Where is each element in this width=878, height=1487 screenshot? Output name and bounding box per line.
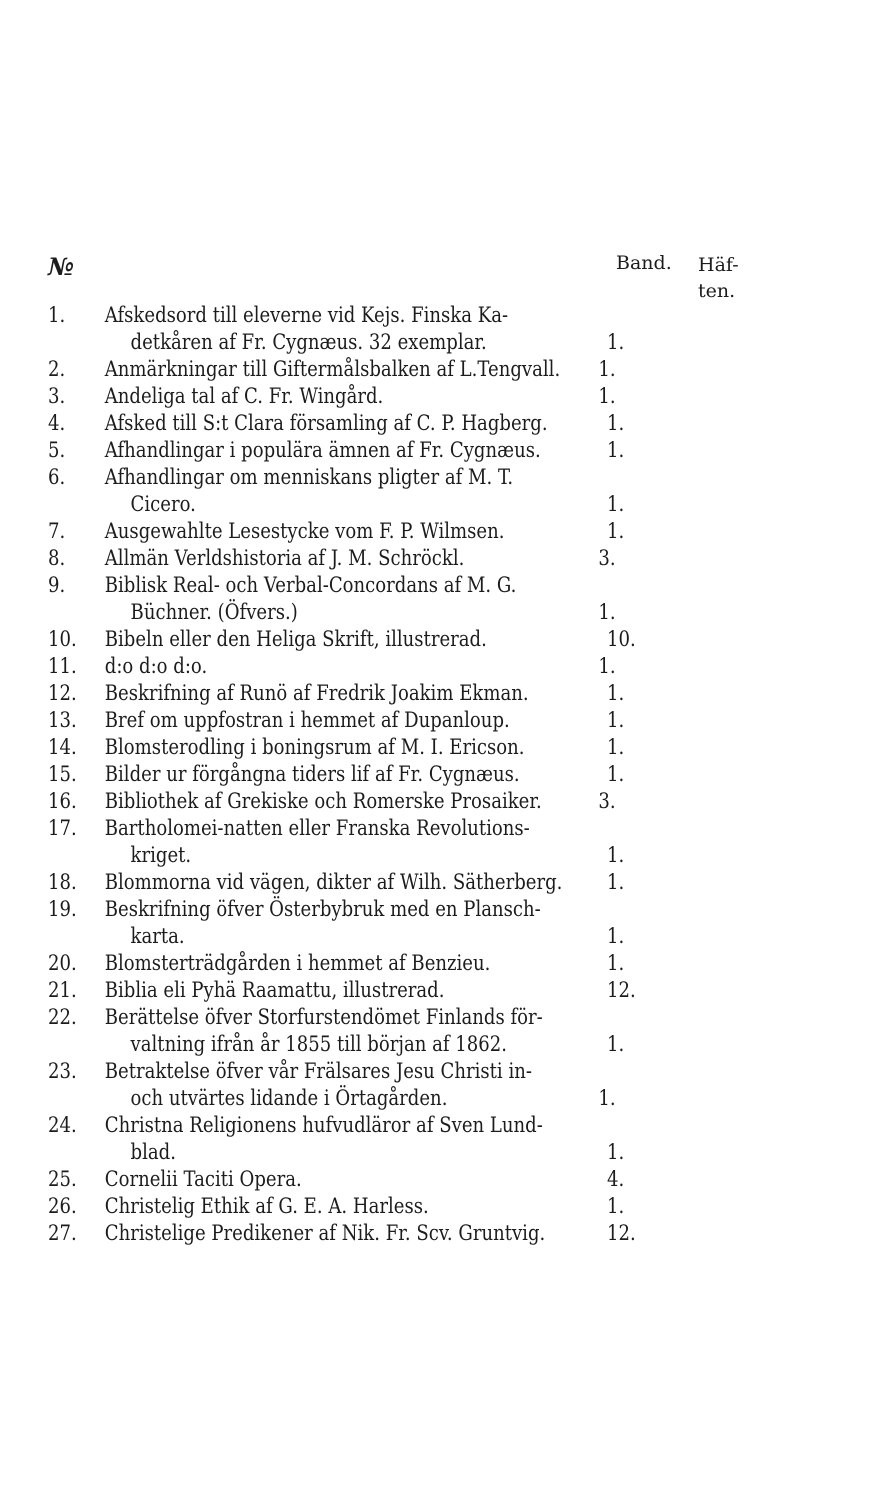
entry-title: Biblisk Real- och Verbal-Concordans af M. G. [104, 573, 517, 597]
entry-title: Betraktelse öfver vår Frälsares Jesu Christi in- [104, 1059, 532, 1083]
catalog-entry-line [48, 869, 624, 896]
entry-haften-count: 1. [607, 519, 625, 543]
entry-haften-count: 12. [607, 978, 636, 1002]
catalog-entry-line [48, 1004, 624, 1031]
entry-haften-count: 1. [607, 1140, 625, 1164]
catalog-entry-line [48, 491, 624, 518]
entry-title: Berättelse öfver Storfurstendömet Finlands för- [104, 1005, 543, 1029]
catalog-entry-line [48, 464, 624, 491]
entry-title: Bibeln eller den Heliga Skrift, illustrerad. [104, 627, 487, 651]
catalog-entry-line [48, 653, 624, 680]
entry-title: valtning ifrån år 1855 till början af 1862. [130, 1032, 508, 1056]
entry-band-count: 1. [598, 384, 616, 408]
entry-haften-count: 1. [607, 762, 625, 786]
entry-title: och utvärtes lidande i Örtagården. [130, 1086, 448, 1110]
catalog-entry-line [48, 410, 624, 437]
number-column-header: № [48, 252, 75, 281]
entry-number: 11. [48, 654, 77, 678]
catalog-entry-line [48, 815, 624, 842]
entry-number: 26. [48, 1194, 77, 1218]
entry-haften-count: 1. [607, 843, 625, 867]
catalog-entry-line [48, 572, 624, 599]
entry-haften-count: 1. [607, 681, 625, 705]
entry-band-count: 1. [598, 654, 616, 678]
entry-number: 16. [48, 789, 77, 813]
entry-number: 21. [48, 978, 77, 1002]
entry-haften-count: 1. [607, 1194, 625, 1218]
entry-number: 12. [48, 681, 77, 705]
haften-column-header: Häf- ten. [698, 254, 739, 302]
catalog-entry-line [48, 896, 624, 923]
entry-title: Bilder ur förgångna tiders lif af Fr. Cygnæus. [104, 762, 520, 786]
catalog-entry-line [48, 788, 624, 815]
entry-haften-count: 1. [607, 411, 625, 435]
entry-title: karta. [130, 924, 185, 948]
entry-title: Christna Religionens hufvudläror af Sven Lund- [104, 1113, 543, 1137]
entry-number: 10. [48, 627, 77, 651]
entry-number: 18. [48, 870, 77, 894]
entry-title: Ausgewahlte Lesestycke vom F. P. Wilmsen. [104, 519, 505, 543]
catalog-entry-line [48, 545, 624, 572]
entry-haften-count: 1. [607, 708, 625, 732]
catalog-entry-line [48, 383, 624, 410]
entry-number: 23. [48, 1059, 77, 1083]
entry-haften-count: 1. [607, 735, 625, 759]
entry-number: 20. [48, 951, 77, 975]
entry-haften-count: 1. [607, 924, 625, 948]
entry-number: 4. [48, 411, 66, 435]
catalog-entry-line [48, 977, 636, 1004]
entry-haften-count: 10. [607, 627, 636, 651]
entry-title: Allmän Verldshistoria af J. M. Schröckl. [104, 546, 465, 570]
entry-number: 24. [48, 1113, 77, 1137]
catalog-entry-line [48, 707, 624, 734]
entry-number: 13. [48, 708, 77, 732]
entry-title: Cicero. [130, 492, 196, 516]
catalog-entry-line [48, 842, 624, 869]
entry-haften-count: 4. [607, 1167, 625, 1191]
entry-band-count: 1. [598, 1086, 616, 1110]
entry-haften-count: 1. [607, 951, 625, 975]
catalog-entry-line [48, 626, 636, 653]
entry-title: kriget. [130, 843, 192, 867]
band-column-header: Band. [616, 252, 672, 274]
entry-haften-count: 1. [607, 330, 625, 354]
entry-number: 8. [48, 546, 66, 570]
entry-band-count: 3. [598, 789, 616, 813]
entry-band-count: 1. [598, 357, 616, 381]
entry-number: 3. [48, 384, 66, 408]
entry-title: Blommorna vid vägen, dikter af Wilh. Sätherberg. [104, 870, 563, 894]
entry-title: Blomsterodling i boningsrum af M. I. Ericson. [104, 735, 525, 759]
entry-title: Bref om uppfostran i hemmet af Dupanloup. [104, 708, 510, 732]
entry-band-count: 1. [598, 600, 616, 624]
entry-title: Beskrifning af Runö af Fredrik Joakim Ekman. [104, 681, 529, 705]
entry-title: Afskedsord till eleverne vid Kejs. Finska Ka- [104, 303, 509, 327]
entry-title: Afsked till S:t Clara församling af C. P. Hagberg. [104, 411, 548, 435]
catalog-entry-line [48, 761, 624, 788]
entry-title: Afhandlingar i populära ämnen af Fr. Cygnæus. [104, 438, 541, 462]
catalog-entry-line [48, 680, 624, 707]
entry-title: Beskrifning öfver Österbybruk med en Plansch- [104, 897, 541, 921]
catalog-entry-line [48, 1139, 624, 1166]
entry-number: 9. [48, 573, 66, 597]
entry-haften-count: 1. [607, 1032, 625, 1056]
entry-title: detkåren af Fr. Cygnæus. 32 exemplar. [130, 330, 487, 354]
entry-band-count: 3. [598, 546, 616, 570]
entry-number: 14. [48, 735, 77, 759]
entry-number: 7. [48, 519, 66, 543]
entry-number: 27. [48, 1221, 77, 1245]
catalog-entry-line [48, 1058, 624, 1085]
catalog-entry-line [48, 1112, 624, 1139]
entry-title: Christelig Ethik af G. E. A. Harless. [104, 1194, 429, 1218]
entry-number: 25. [48, 1167, 77, 1191]
entry-title: Christelige Predikener af Nik. Fr. Scv. Gruntvig. [104, 1221, 546, 1245]
entry-title: Afhandlingar om menniskans pligter af M. T. [104, 465, 514, 489]
entry-number: 5. [48, 438, 66, 462]
catalog-entry-line [48, 599, 624, 626]
entry-title: Blomsterträdgården i hemmet af Benzieu. [104, 951, 491, 975]
catalog-entry-line [48, 734, 624, 761]
entry-number: 15. [48, 762, 77, 786]
entry-number: 22. [48, 1005, 77, 1029]
entry-number: 6. [48, 465, 66, 489]
entry-haften-count: 1. [607, 870, 625, 894]
catalog-entry-line [48, 518, 624, 545]
catalog-entry-line [48, 329, 624, 356]
catalog-entry-line [48, 923, 624, 950]
entry-haften-count: 1. [607, 438, 625, 462]
catalog-entry-line [48, 1220, 636, 1247]
entry-title: Cornelii Taciti Opera. [104, 1167, 302, 1191]
entry-title: Bibliothek af Grekiske och Romerske Prosaiker. [104, 789, 542, 813]
entry-title: Andeliga tal af C. Fr. Wingård. [104, 384, 384, 408]
catalog-entry-line [48, 437, 624, 464]
catalog-list [48, 302, 718, 1247]
entry-title: Biblia eli Pyhä Raamattu, illustrerad. [104, 978, 445, 1002]
entry-haften-count: 12. [607, 1221, 636, 1245]
catalog-entry-line [48, 1193, 624, 1220]
catalog-entry-line [48, 1085, 624, 1112]
catalog-entry-line [48, 950, 624, 977]
catalog-entry-line [48, 302, 624, 329]
entry-title: Bartholomei-natten eller Franska Revolutions- [104, 816, 530, 840]
entry-title: d:o d:o d:o. [104, 654, 208, 678]
entry-title: blad. [130, 1140, 176, 1164]
catalog-entry-line [48, 356, 624, 383]
entry-number: 19. [48, 897, 77, 921]
entry-title: Büchner. (Öfvers.) [130, 600, 298, 624]
entry-title: Anmärkningar till Giftermålsbalken af L.Tengvall. [104, 357, 561, 381]
entry-number: 17. [48, 816, 77, 840]
entry-haften-count: 1. [607, 492, 625, 516]
catalog-entry-line [48, 1166, 624, 1193]
catalog-entry-line [48, 1031, 624, 1058]
entry-number: 2. [48, 357, 66, 381]
entry-number: 1. [48, 303, 66, 327]
